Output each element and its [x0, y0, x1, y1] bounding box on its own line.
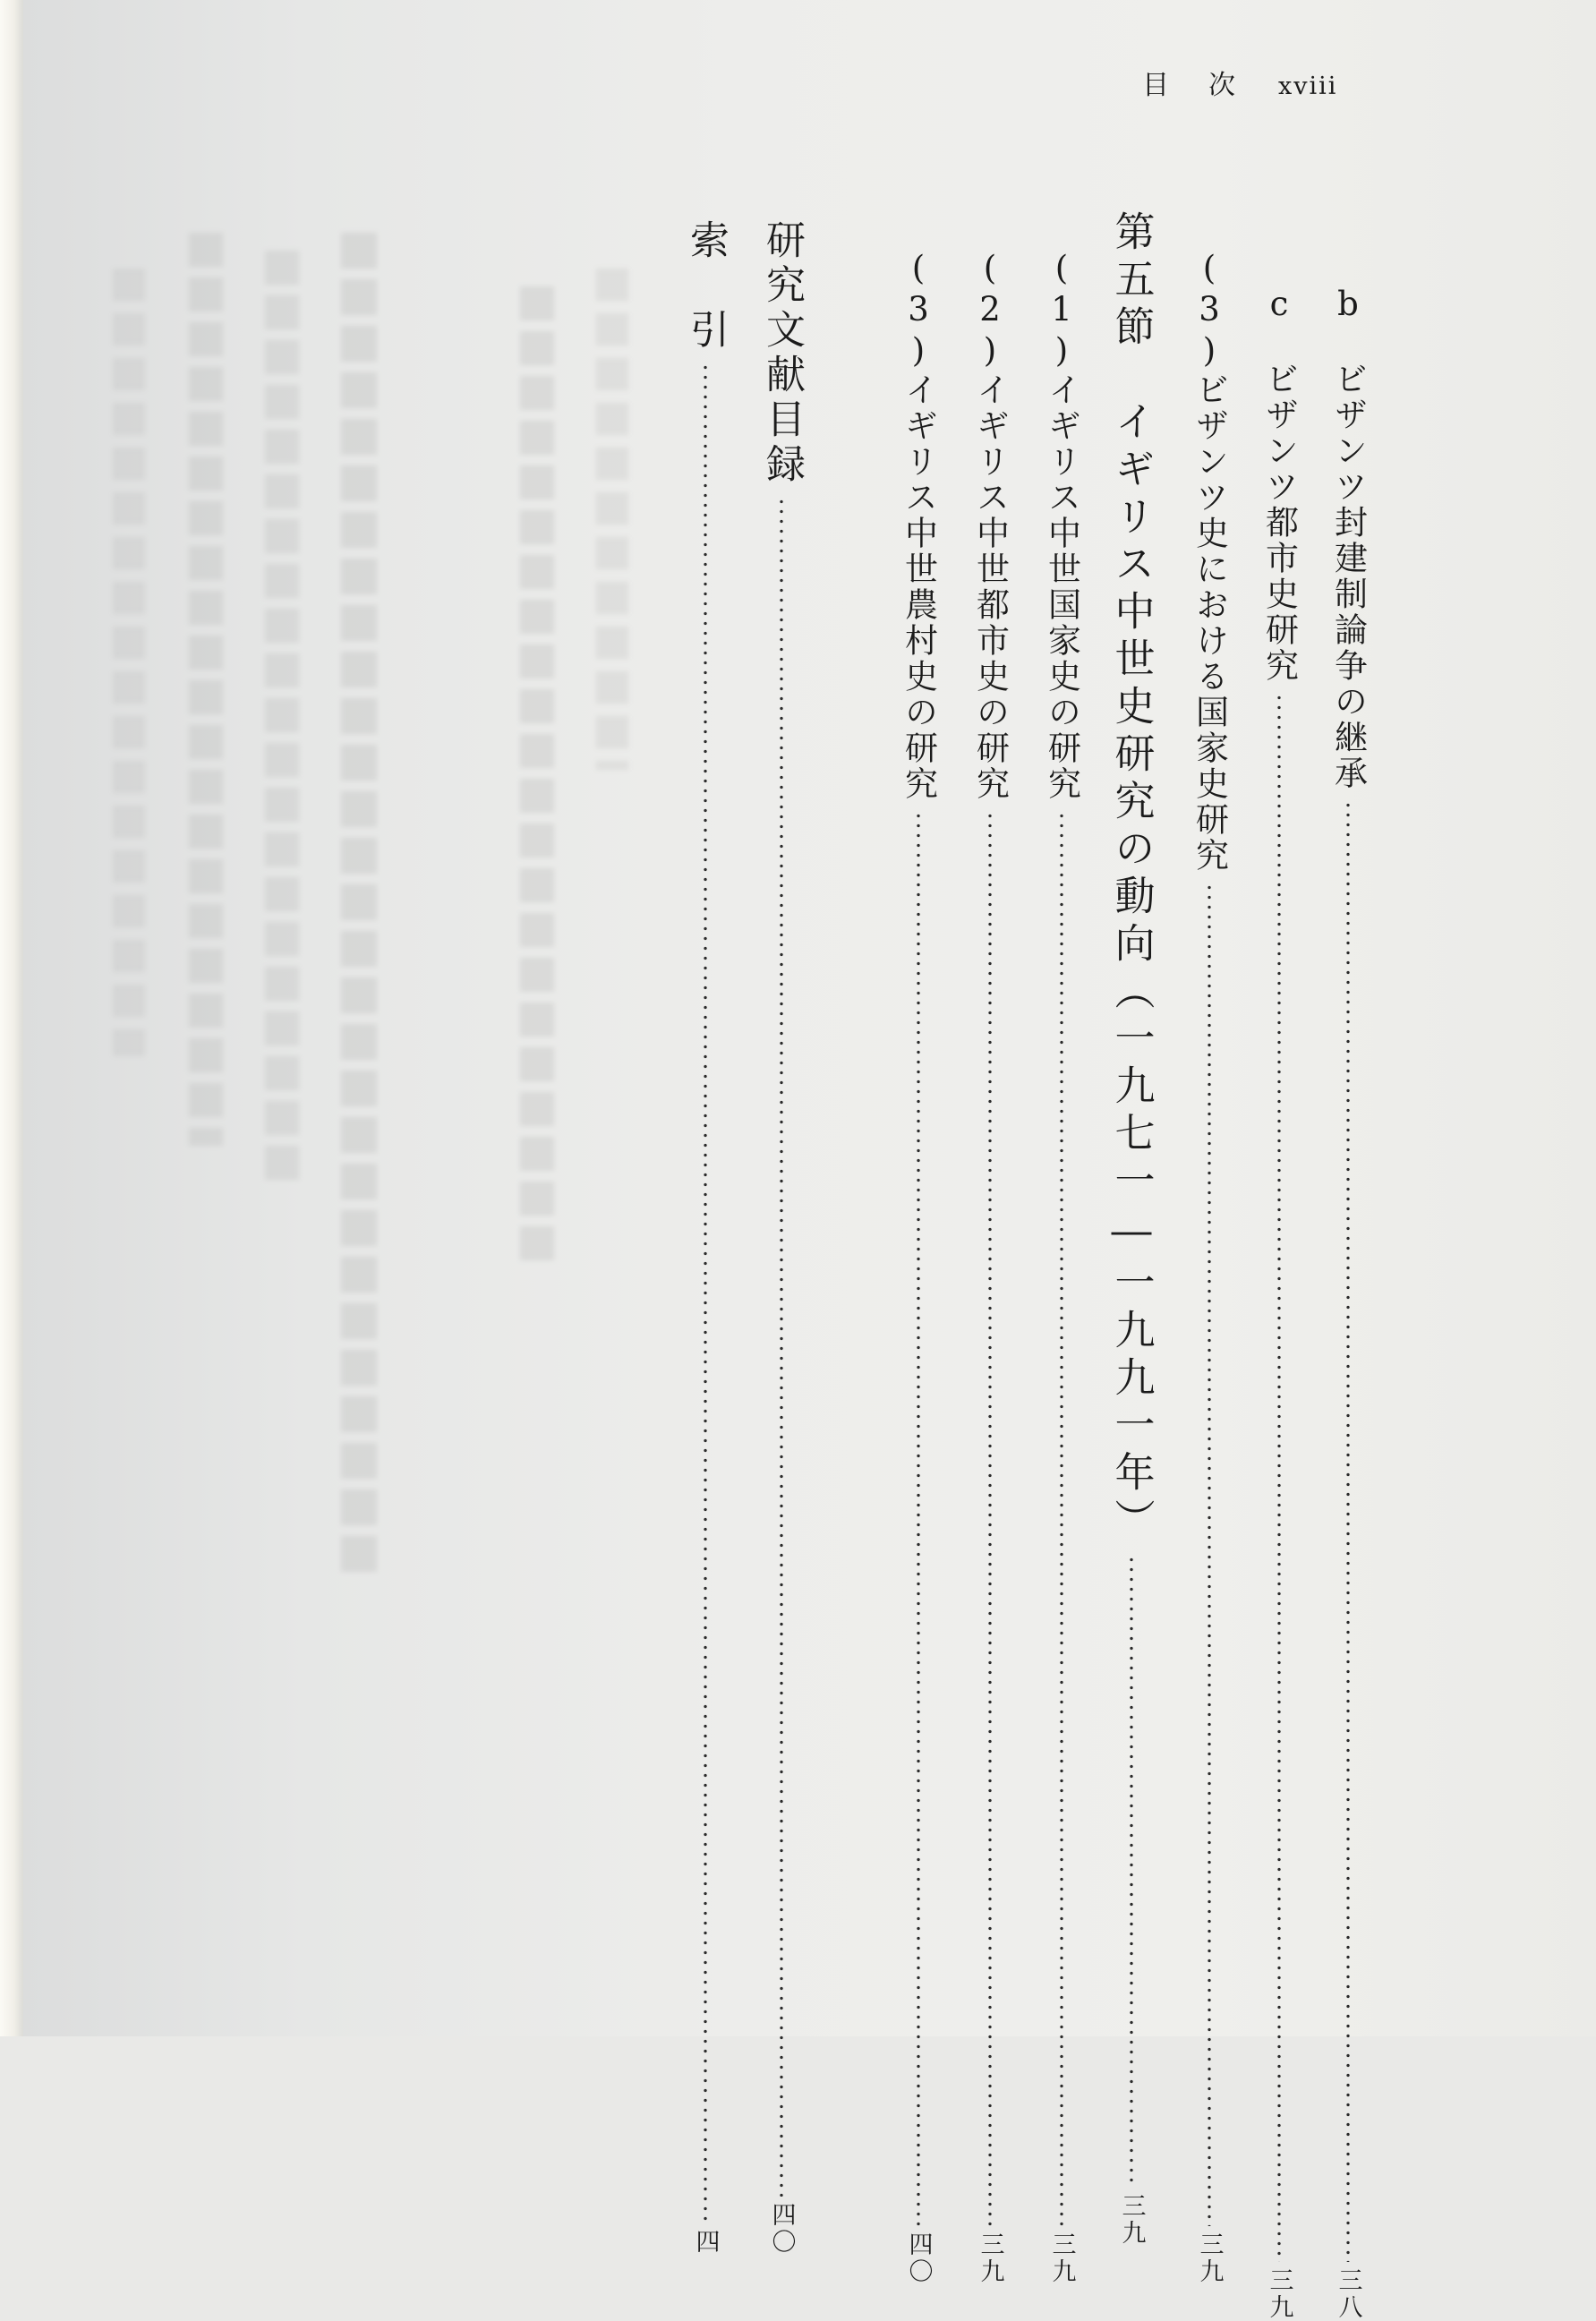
toc-entry-page: 四 [691, 2229, 720, 2256]
toc-leader-dots [779, 497, 784, 2197]
toc-entry-page: 四〇 [767, 2202, 796, 2256]
toc-entry-label: c ビザンツ都市史研究 [1259, 285, 1299, 684]
toc-entry-page: 三九 [1117, 2193, 1146, 2247]
toc-entry-page: 三九 [1265, 2267, 1293, 2321]
toc-entry [757, 0, 806, 2256]
header-page-number: xviii [1278, 73, 1338, 100]
toc-entry [1187, 0, 1232, 2285]
running-header [1142, 63, 1337, 102]
toc-leader-dots [987, 811, 993, 2226]
show-through-ghost [520, 286, 554, 1271]
toc-entry [681, 0, 730, 2256]
header-title: 目次 [1142, 70, 1275, 101]
toc-entry [1106, 0, 1156, 2247]
toc-entry-page: 三八 [1334, 2267, 1362, 2321]
toc-leader-dots [916, 811, 921, 2226]
show-through-ghost [265, 251, 299, 1182]
toc-entry-page: 四〇 [904, 2231, 933, 2285]
toc-entry [1326, 0, 1370, 2321]
book-binding-edge [0, 0, 23, 2036]
toc-entry-page: 三九 [1195, 2231, 1224, 2285]
toc-entry-label: b ビザンツ封建制論争の継承 [1328, 285, 1368, 791]
toc-entry-label: (2)イギリス中世都市史の研究 [970, 249, 1010, 802]
toc-leader-dots [1276, 693, 1282, 2262]
show-through-ghost [189, 233, 223, 1146]
toc-leader-dots [703, 363, 708, 2223]
toc-entry-label: 索 引 [683, 219, 729, 354]
toc-entry-label: (3)イギリス中世農村史の研究 [899, 249, 938, 802]
toc-leader-dots [1345, 800, 1351, 2262]
toc-entry-label: (1)イギリス中世国家史の研究 [1042, 249, 1081, 802]
toc-entry [1039, 0, 1084, 2285]
toc-entry [896, 0, 941, 2285]
toc-entry [1257, 0, 1302, 2321]
toc-leader-dots [1129, 1555, 1134, 2188]
toc-entry-label: 研究文献目録 [759, 219, 805, 488]
toc-entry-page: 三九 [1047, 2231, 1076, 2285]
toc-entry [968, 0, 1012, 2285]
toc-leader-dots [1207, 883, 1212, 2226]
toc-entry-label: (3)ビザンツ史における国家史研究 [1190, 249, 1229, 874]
show-through-ghost [113, 269, 145, 1056]
toc-entry-page: 三九 [976, 2231, 1004, 2285]
toc-leader-dots [1059, 811, 1064, 2226]
show-through-ghost [341, 233, 377, 1575]
toc-entry-label: 第五節 イギリス中世史研究の動向（一九七一―一九九一年） [1107, 210, 1156, 1546]
show-through-ghost [596, 269, 628, 770]
book-page [23, 0, 1596, 2321]
